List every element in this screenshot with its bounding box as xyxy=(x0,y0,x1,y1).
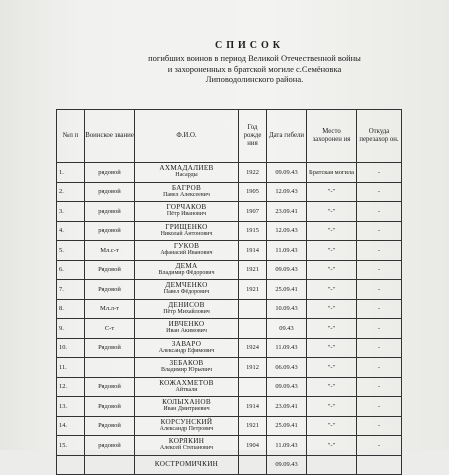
table-row xyxy=(57,338,402,358)
row-full-name xyxy=(135,416,239,436)
row-death-date: 11.09.43 xyxy=(267,241,307,261)
table-row xyxy=(57,202,402,222)
row-full-name xyxy=(135,182,239,202)
row-death-date: 12.09.43 xyxy=(267,182,307,202)
row-full-name xyxy=(135,299,239,319)
row-surname: ЗЕБАКОВ xyxy=(169,359,204,368)
header-number: №п п xyxy=(57,110,85,163)
row-rank: Рядовой xyxy=(85,416,135,436)
row-birth-year: 1912 xyxy=(239,358,267,378)
row-number xyxy=(57,455,85,475)
row-number: 12. xyxy=(57,377,85,397)
row-birth-year: 1914 xyxy=(239,397,267,417)
row-full-name xyxy=(135,436,239,456)
row-reburied-from: - xyxy=(357,241,402,261)
header-death-date: Дата гибели xyxy=(267,110,307,163)
header-reburied-from: Откуда перезахор он. xyxy=(357,110,402,163)
row-birth-year: 1921 xyxy=(239,416,267,436)
row-surname: КОРЯКИН xyxy=(168,437,205,446)
row-given-names: Афанасий Иванович xyxy=(160,250,213,257)
table-row xyxy=(57,299,402,319)
row-reburied-from: - xyxy=(357,319,402,339)
row-death-date: 09.09.43 xyxy=(267,455,307,475)
row-full-name xyxy=(135,455,239,475)
row-birth-year: 1915 xyxy=(239,221,267,241)
row-rank: рядовой xyxy=(85,221,135,241)
row-number: 2. xyxy=(57,182,85,202)
row-death-date: 23.09.41 xyxy=(267,397,307,417)
row-burial-place: "-" xyxy=(307,221,357,241)
row-reburied-from: - xyxy=(357,182,402,202)
row-birth-year: 1904 xyxy=(239,436,267,456)
row-number: 9. xyxy=(57,319,85,339)
row-full-name xyxy=(135,221,239,241)
row-reburied-from: - xyxy=(357,358,402,378)
row-rank: Мл.л-т xyxy=(85,299,135,319)
row-burial-place: "-" xyxy=(307,241,357,261)
table-header-row xyxy=(57,110,402,163)
row-rank: Рядовой xyxy=(85,397,135,417)
row-number: 10. xyxy=(57,338,85,358)
row-full-name xyxy=(135,260,239,280)
row-full-name xyxy=(135,377,239,397)
table-row xyxy=(57,377,402,397)
row-birth-year: 1905 xyxy=(239,182,267,202)
row-rank: рядовой xyxy=(85,436,135,456)
row-death-date: 11.09.43 xyxy=(267,338,307,358)
table-body xyxy=(57,163,402,475)
row-rank: Рядовой xyxy=(85,338,135,358)
row-given-names: Владимир Юрьевич xyxy=(160,367,213,374)
row-death-date: 09.09.43 xyxy=(267,163,307,183)
row-rank: Рядовой xyxy=(85,377,135,397)
table-row xyxy=(57,397,402,417)
row-death-date: 10.09.43 xyxy=(267,299,307,319)
row-birth-year: 1924 xyxy=(239,338,267,358)
row-rank xyxy=(85,358,135,378)
header-birth-year: Год рожде ния xyxy=(239,110,267,163)
row-surname: КОРСУНСКИЙ xyxy=(160,417,213,426)
document-header xyxy=(0,40,449,85)
row-reburied-from: - xyxy=(357,377,402,397)
row-given-names: Пётр Михайлович xyxy=(163,308,210,315)
row-birth-year: 1922 xyxy=(239,163,267,183)
row-given-names: Павел Фёдорович xyxy=(163,289,210,296)
row-rank: Рядовой xyxy=(85,280,135,300)
subtitle-line-2: и захороненных в братской могиле с.Семёновка xyxy=(167,63,342,74)
row-death-date: 23.09.41 xyxy=(267,202,307,222)
row-number: 8. xyxy=(57,299,85,319)
row-given-names: Павел Алексеевич xyxy=(163,191,210,198)
row-birth-year: 1914 xyxy=(239,241,267,261)
row-full-name xyxy=(135,280,239,300)
row-burial-place: "-" xyxy=(307,299,357,319)
row-rank: рядовой xyxy=(85,202,135,222)
row-reburied-from: - xyxy=(357,163,402,183)
row-number: 15. xyxy=(57,436,85,456)
row-birth-year xyxy=(239,377,267,397)
row-reburied-from: - xyxy=(357,202,402,222)
row-death-date: 06.09.43 xyxy=(267,358,307,378)
row-surname: КОЛЫХАНОВ xyxy=(162,398,211,407)
row-burial-place: "-" xyxy=(307,377,357,397)
row-surname: ИВЧЕНКО xyxy=(168,320,205,329)
row-reburied-from: - xyxy=(357,260,402,280)
header-name: Ф.И.О. xyxy=(135,110,239,163)
row-number: 4. xyxy=(57,221,85,241)
row-given-names: Пётр Иванович xyxy=(166,211,207,218)
table-row xyxy=(57,455,402,475)
row-rank: С-т xyxy=(85,319,135,339)
row-burial-place: "-" xyxy=(307,319,357,339)
row-rank: рядовой xyxy=(85,163,135,183)
row-burial-place: "-" xyxy=(307,338,357,358)
row-number: 14. xyxy=(57,416,85,436)
row-rank xyxy=(85,455,135,475)
row-surname: ДЕНИСОВ xyxy=(168,300,205,309)
row-surname: АХМАДАЛИЕВ xyxy=(159,164,214,173)
row-rank: Рядовой xyxy=(85,260,135,280)
row-full-name xyxy=(135,319,239,339)
row-given-names: Александр Петрович xyxy=(159,425,214,432)
row-full-name xyxy=(135,241,239,261)
subtitle-line-1: погибших воинов в период Великой Отечественной войны xyxy=(148,53,361,63)
row-given-names: Николай Антонович xyxy=(160,230,213,237)
document-title: СПИСОК xyxy=(214,40,285,51)
row-reburied-from: - xyxy=(357,299,402,319)
row-burial-place: "-" xyxy=(307,260,357,280)
row-given-names: Насарды xyxy=(175,172,198,179)
row-given-names: Алексей Степанович xyxy=(159,445,214,452)
row-reburied-from: - xyxy=(357,221,402,241)
row-surname: ГОРЧАКОВ xyxy=(166,203,207,212)
table-row xyxy=(57,163,402,183)
row-birth-year xyxy=(239,455,267,475)
row-given-names: Иван Акимович xyxy=(166,328,207,335)
row-surname: ЗАВАРО xyxy=(171,339,202,348)
row-number: 5. xyxy=(57,241,85,261)
row-full-name xyxy=(135,397,239,417)
table-row xyxy=(57,241,402,261)
row-birth-year xyxy=(239,319,267,339)
row-surname: ДЕМА xyxy=(175,261,198,270)
row-given-names: Александр Ефимович xyxy=(158,347,215,354)
row-burial-place: "-" xyxy=(307,397,357,417)
row-number: 11. xyxy=(57,358,85,378)
row-surname: КОСТРОМИЧКИН xyxy=(154,460,219,469)
row-surname: БАГРОВ xyxy=(171,183,202,192)
row-death-date: 09.09.43 xyxy=(267,260,307,280)
row-surname: ГРИЩЕНКО xyxy=(165,222,208,231)
row-full-name xyxy=(135,163,239,183)
row-number: 7. xyxy=(57,280,85,300)
row-number: 13. xyxy=(57,397,85,417)
row-number: 6. xyxy=(57,260,85,280)
row-reburied-from xyxy=(357,455,402,475)
row-birth-year: 1907 xyxy=(239,202,267,222)
row-burial-place: "-" xyxy=(307,358,357,378)
row-death-date: 25.09.41 xyxy=(267,280,307,300)
row-burial-place: "-" xyxy=(307,436,357,456)
row-reburied-from: - xyxy=(357,397,402,417)
row-birth-year: 1921 xyxy=(239,260,267,280)
row-birth-year: 1921 xyxy=(239,280,267,300)
row-surname: ДЕМЧЕНКО xyxy=(165,281,208,290)
row-burial-place: "-" xyxy=(307,182,357,202)
row-given-names: Иван Дмитриевич xyxy=(163,406,210,413)
row-burial-place: Братская могила xyxy=(307,163,357,183)
table-row xyxy=(57,280,402,300)
row-full-name xyxy=(135,338,239,358)
row-reburied-from: - xyxy=(357,280,402,300)
row-death-date: 25.09.41 xyxy=(267,416,307,436)
row-death-date: 11.09.43 xyxy=(267,436,307,456)
row-number: 1. xyxy=(57,163,85,183)
row-reburied-from: - xyxy=(357,338,402,358)
table-row xyxy=(57,436,402,456)
row-surname: ГУКОВ xyxy=(173,242,200,251)
table-row xyxy=(57,260,402,280)
row-burial-place: "-" xyxy=(307,202,357,222)
table-row xyxy=(57,358,402,378)
table-row xyxy=(57,182,402,202)
row-birth-year xyxy=(239,299,267,319)
table-row xyxy=(57,221,402,241)
memorial-table xyxy=(56,109,402,475)
row-death-date: 12.09.43 xyxy=(267,221,307,241)
row-reburied-from: - xyxy=(357,436,402,456)
table-row xyxy=(57,416,402,436)
row-reburied-from: - xyxy=(357,416,402,436)
row-rank: Мл.с-т xyxy=(85,241,135,261)
row-burial-place: "-" xyxy=(307,280,357,300)
row-number: 3. xyxy=(57,202,85,222)
row-rank: рядовой xyxy=(85,182,135,202)
row-death-date: 09.43 xyxy=(267,319,307,339)
header-rank: Воинское звание xyxy=(85,110,135,163)
row-burial-place xyxy=(307,455,357,475)
header-burial-place: Место захоронен ия xyxy=(307,110,357,163)
row-surname: КОЖАХМЕТОВ xyxy=(159,378,214,387)
document-subtitle xyxy=(60,53,449,85)
row-full-name xyxy=(135,358,239,378)
row-full-name xyxy=(135,202,239,222)
row-given-names: Айткали xyxy=(175,386,198,393)
row-burial-place: "-" xyxy=(307,416,357,436)
row-given-names: Владимир Фёдорович xyxy=(158,269,215,276)
subtitle-line-3: Липоводолинского района. xyxy=(205,74,304,84)
row-death-date: 09.09.43 xyxy=(267,377,307,397)
table-row xyxy=(57,319,402,339)
